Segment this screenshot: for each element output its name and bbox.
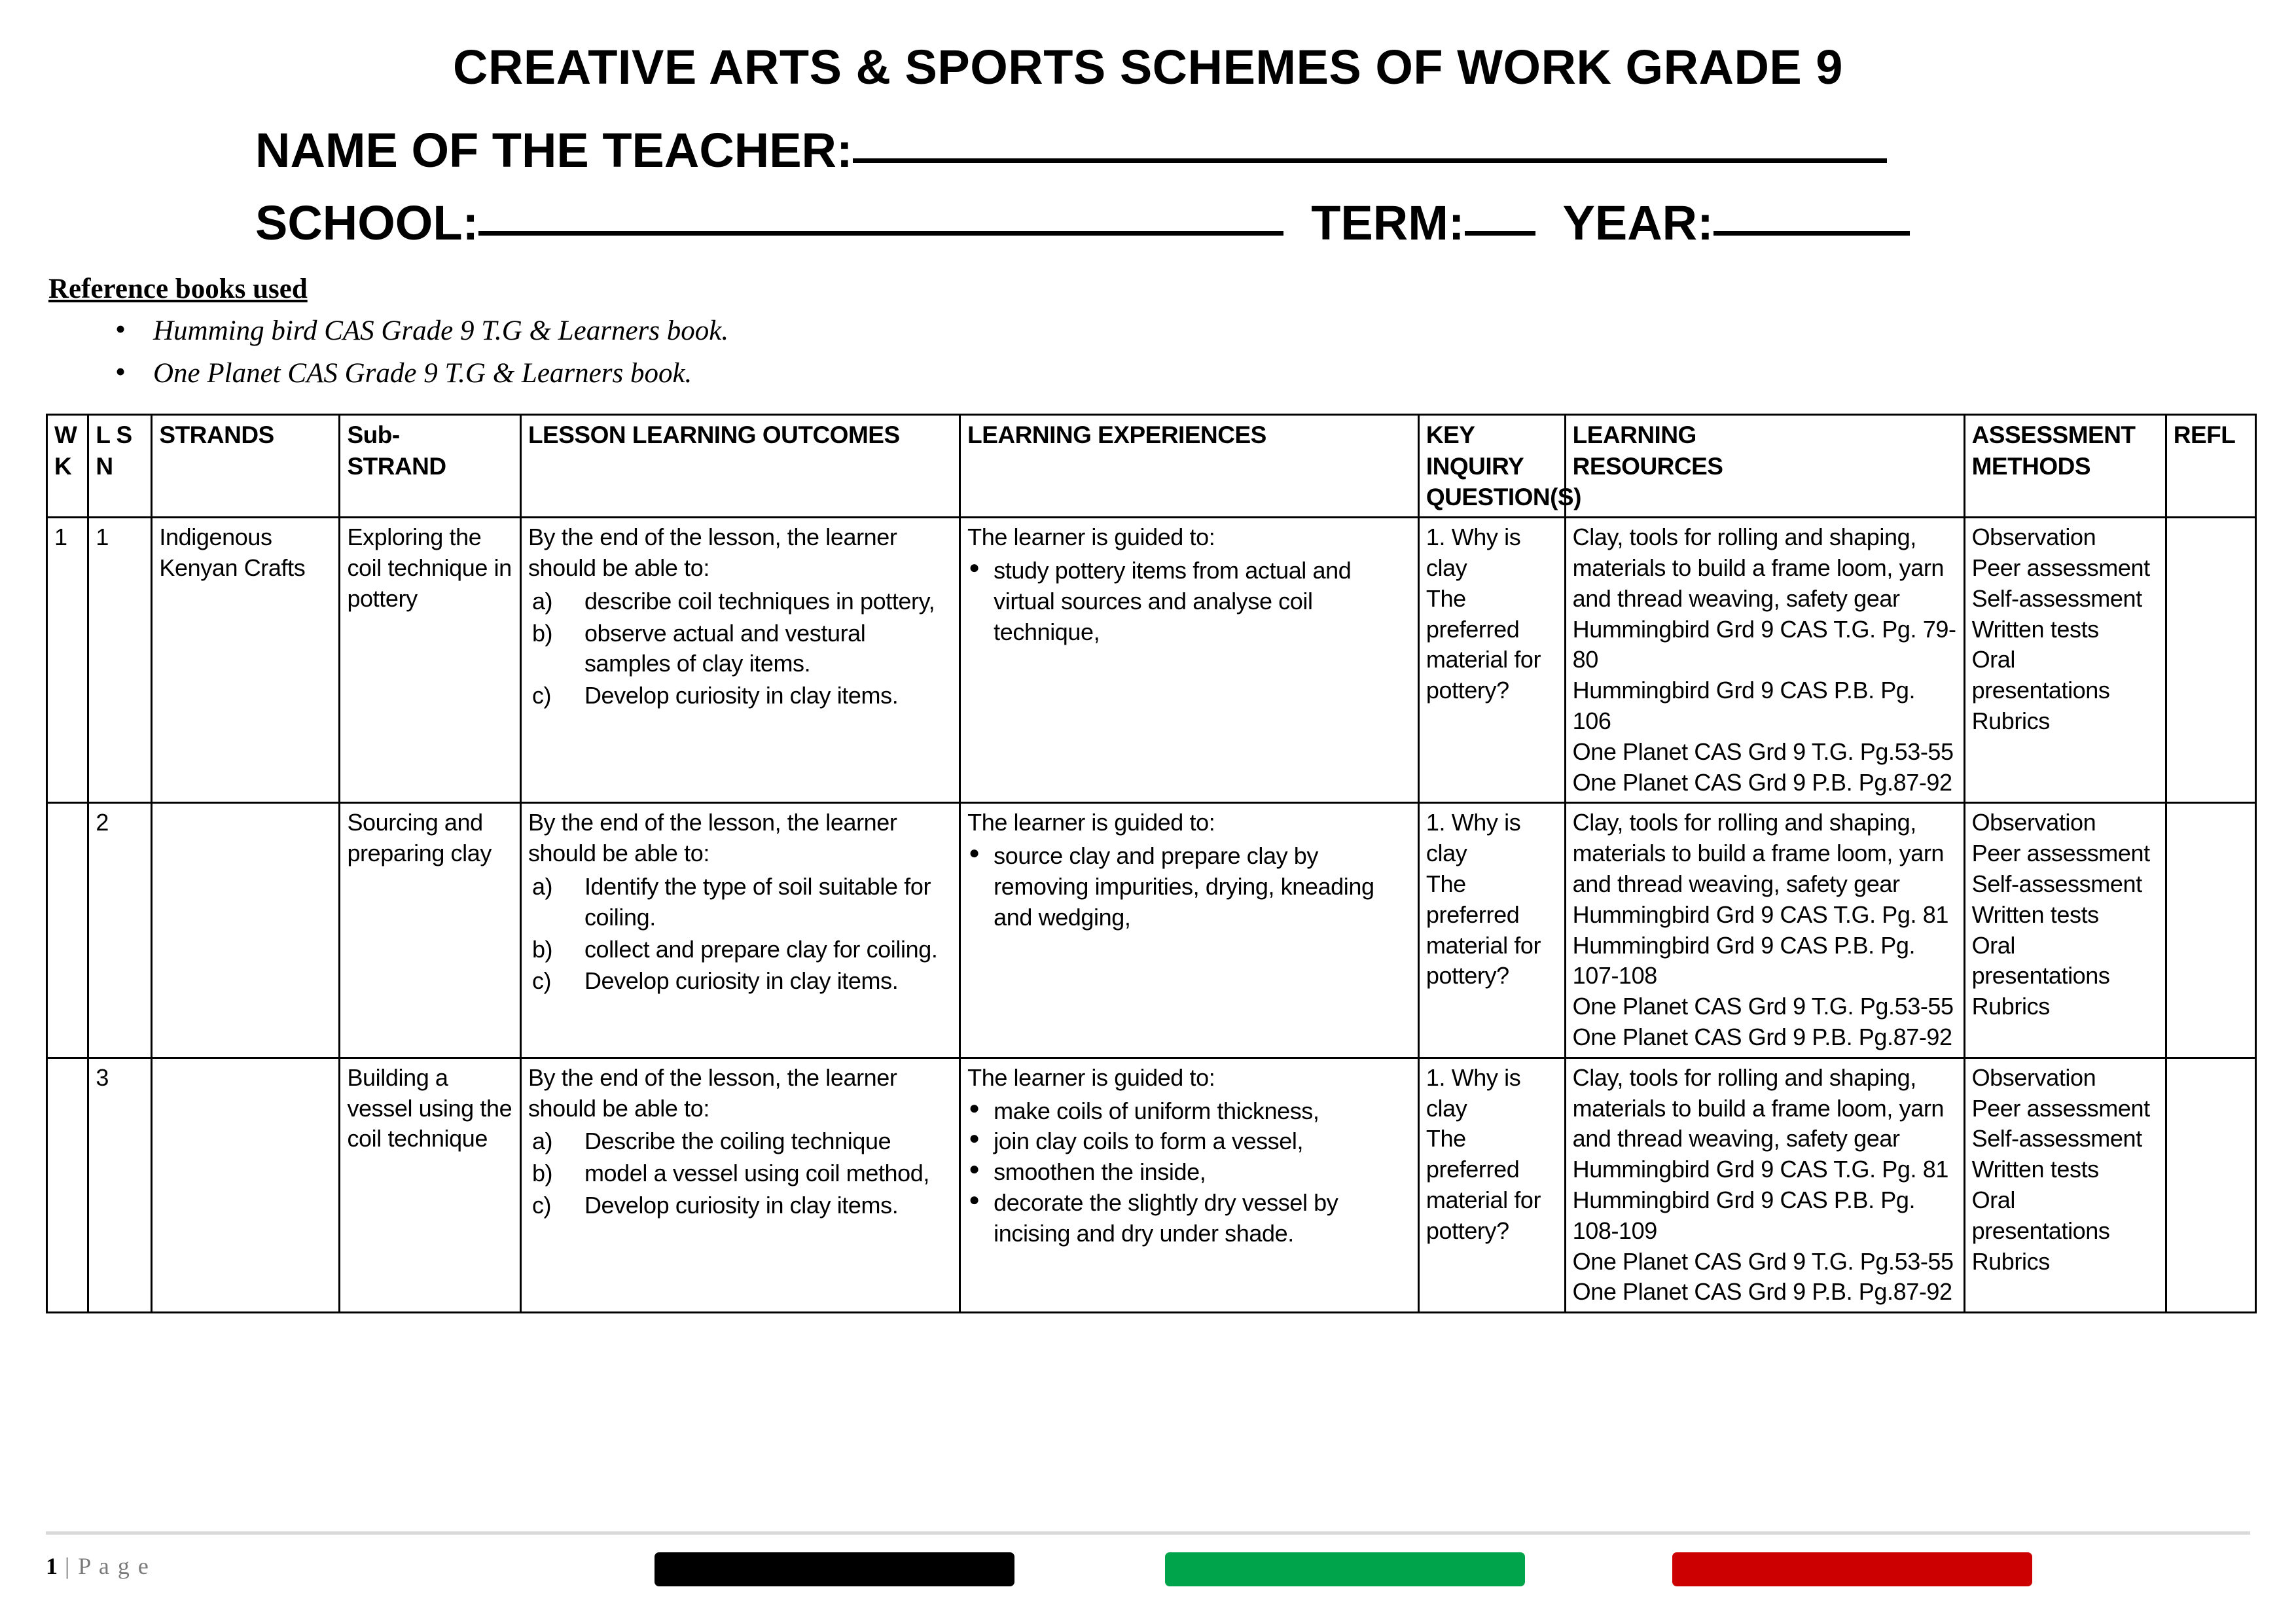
teacher-input-blank[interactable] [853, 127, 1887, 163]
llo-item-marker: a) [531, 1128, 553, 1155]
list-item: • One Planet CAS Grade 9 T.G & Learners book. [115, 359, 2296, 402]
cell-learning-experiences [960, 803, 1419, 1058]
lr-line: Hummingbird Grd 9 CAS T.G. Pg. 79-80 [1572, 615, 1956, 673]
llo-item: b) observe actual and vestural samples of clay items. [531, 619, 866, 677]
llo-items [528, 1126, 954, 1221]
am-line: Oral [1971, 931, 2015, 959]
kiq-line: pottery? [1426, 1217, 1509, 1244]
column-header-refl [2166, 415, 2255, 518]
table-row [47, 803, 2256, 1058]
kiq-line: The [1426, 870, 1466, 897]
cell-reflection [2166, 1058, 2255, 1312]
strand-value: Indigenous Kenyan Crafts [159, 524, 306, 582]
le-lead: The learner is guided to: [967, 524, 1215, 551]
flag-bar-black [655, 1552, 1014, 1586]
llo-item: b) model a vessel using coil method, [528, 1158, 954, 1189]
cell-week [47, 1058, 88, 1312]
le-items [967, 1096, 1412, 1249]
lr-line: One Planet CAS Grd 9 T.G. Pg.53-55 [1572, 738, 1954, 765]
llo-lead: By the end of the lesson, the learner should be able to: [528, 524, 897, 582]
column-header-strands [152, 415, 340, 518]
kiq-line: 1. Why is clay [1426, 524, 1521, 582]
column-header-am-line2: METHODS [1971, 452, 2091, 480]
lr-line: Hummingbird Grd 9 CAS P.B. Pg. 108-109 [1572, 1186, 1916, 1244]
am-line: Peer assessment [1971, 840, 2150, 867]
lr-line: Hummingbird Grd 9 CAS P.B. Pg. 106 [1572, 677, 1916, 734]
footer-divider [46, 1531, 2250, 1535]
list-item: • Humming bird CAS Grade 9 T.G & Learners book. [115, 317, 2296, 359]
cell-learning-resources [1565, 1058, 1964, 1312]
year-label: YEAR: [1562, 196, 1713, 251]
llo-item-marker: a) [531, 587, 553, 615]
column-header-learning-resources [1565, 415, 1964, 518]
am-line: Oral [1971, 1186, 2015, 1213]
am-line: presentations [1971, 962, 2110, 990]
week-value: 1 [54, 524, 67, 551]
am-lines [1972, 808, 2160, 1022]
term-input-blank[interactable] [1465, 200, 1535, 236]
am-line: Written tests [1971, 901, 2099, 928]
cell-key-inquiry-questions [1418, 518, 1565, 803]
column-header-sub-strand [340, 415, 521, 518]
table-body [47, 518, 2256, 1313]
llo-item-marker: c) [531, 682, 552, 709]
kiq-lines [1426, 1063, 1559, 1247]
le-item: ● make coils of uniform thickness, [967, 1096, 1412, 1127]
cell-key-inquiry-questions [1418, 1058, 1565, 1312]
kiq-line: preferred [1426, 901, 1520, 928]
column-header-kiq-line2: QUESTION(S) [1426, 483, 1581, 510]
cell-lesson-learning-outcomes [520, 1058, 960, 1312]
llo-item: a) describe coil techniques in pottery, [528, 586, 954, 617]
cell-strand [152, 1058, 340, 1312]
am-line: presentations [1971, 1217, 2110, 1244]
kiq-line: material for [1426, 646, 1541, 673]
cell-assessment-methods [1964, 803, 2166, 1058]
llo-item: a) Describe the coiling technique [528, 1126, 954, 1157]
llo-item-marker: a) [531, 872, 553, 900]
cell-lesson-number [88, 1058, 152, 1312]
cell-week [47, 518, 88, 803]
am-line: Self-assessment [1971, 1125, 2142, 1152]
lr-line: Hummingbird Grd 9 CAS T.G. Pg. 81 [1572, 1156, 1948, 1183]
le-item: ● join clay coils to form a vessel, [967, 1126, 1412, 1157]
column-header-wk-line1: W [54, 421, 77, 449]
llo-item: a) Identify the type of soil suitable for coiling. [531, 872, 931, 931]
column-header-sub-strand-line2: STRAND [347, 452, 446, 480]
flag-bar-red [1672, 1552, 2032, 1586]
am-line: Observation [1971, 1063, 2096, 1091]
teacher-label: NAME OF THE TEACHER: [255, 123, 853, 178]
le-item: ● decorate the slightly dry vessel by incising and dry under shade. [967, 1188, 1412, 1249]
cell-strand [152, 518, 340, 803]
lr-line: One Planet CAS Grd 9 P.B. Pg.87-92 [1572, 1278, 1952, 1306]
sub-strand-value: Sourcing and preparing clay [347, 809, 492, 867]
lr-line: One Planet CAS Grd 9 T.G. Pg.53-55 [1572, 993, 1954, 1020]
table-header-row [47, 415, 2256, 518]
am-line: Rubrics [1971, 1247, 2050, 1275]
cell-reflection [2166, 518, 2255, 803]
lr-lines [1573, 1063, 1958, 1308]
am-line: presentations [1971, 677, 2110, 704]
le-lead: The learner is guided to: [967, 1063, 1215, 1091]
llo-item-marker: c) [531, 1191, 552, 1219]
column-header-strands-line1: STRANDS [159, 421, 274, 449]
llo-item: c) Develop curiosity in clay items. [528, 681, 954, 711]
flag-bar-green [1165, 1552, 1525, 1586]
page-title: CREATIVE ARTS & SPORTS SCHEMES OF WORK GRADE 9 [453, 40, 1843, 94]
column-header-wk-line2: K [54, 452, 72, 480]
column-header-am-line1: ASSESSMENT [1971, 421, 2136, 449]
llo-items [528, 872, 954, 997]
llo-item-marker: b) [531, 935, 553, 963]
school-label: SCHOOL: [255, 196, 479, 251]
kiq-line: preferred [1426, 1156, 1520, 1183]
teacher-field-row [0, 94, 2296, 178]
column-header-assessment-methods [1964, 415, 2166, 518]
table-row [47, 1058, 2256, 1312]
llo-item-marker: c) [531, 967, 552, 995]
kiq-line: 1. Why is clay [1426, 1063, 1521, 1122]
am-line: Observation [1971, 809, 2096, 836]
reference-books-heading: Reference books used [48, 274, 308, 305]
column-header-lsn [88, 415, 152, 518]
am-line: Rubrics [1971, 707, 2050, 734]
cell-reflection [2166, 803, 2255, 1058]
le-lead: The learner is guided to: [967, 809, 1215, 836]
lesson-number-value: 2 [96, 809, 109, 836]
cell-lesson-number [88, 803, 152, 1058]
am-lines [1972, 522, 2160, 737]
sub-strand-value: Exploring the coil technique in pottery [347, 524, 512, 612]
term-label: TERM: [1311, 196, 1465, 251]
kiq-line: The [1426, 1125, 1466, 1152]
kiq-line: preferred [1426, 615, 1520, 643]
column-header-lsn-line1: L S [96, 421, 132, 449]
cell-sub-strand [340, 1058, 521, 1312]
column-header-learning-experiences [960, 415, 1419, 518]
column-header-lesson-learning-outcomes [520, 415, 960, 518]
cell-lesson-learning-outcomes [520, 803, 960, 1058]
page-number-indicator [46, 1552, 150, 1580]
am-line: Peer assessment [1971, 1094, 2150, 1122]
llo-item: c) Develop curiosity in clay items. [528, 966, 954, 997]
cell-learning-experiences [960, 518, 1419, 803]
llo-item: c) Develop curiosity in clay items. [528, 1190, 954, 1221]
cell-key-inquiry-questions [1418, 803, 1565, 1058]
lr-line: One Planet CAS Grd 9 P.B. Pg.87-92 [1572, 768, 1952, 796]
lr-line: Hummingbird Grd 9 CAS T.G. Pg. 81 [1572, 901, 1948, 928]
cell-strand [152, 803, 340, 1058]
page-number-value: 1 [46, 1553, 58, 1579]
am-line: Rubrics [1971, 993, 2050, 1020]
llo-item-marker: b) [531, 619, 553, 647]
cell-learning-resources [1565, 803, 1964, 1058]
le-item: ● smoothen the inside, [967, 1157, 1412, 1188]
kiq-line: material for [1426, 1186, 1541, 1213]
schemes-of-work-table [46, 414, 2257, 1313]
am-line: Written tests [1971, 1156, 2099, 1183]
am-line: Written tests [1971, 615, 2099, 643]
lr-line: Clay, tools for rolling and shaping, materials to build a frame loom, yarn and thread weaving, safety gear [1572, 524, 1945, 612]
column-header-sub-strand-line1: Sub- [347, 421, 400, 449]
am-lines [1972, 1063, 2160, 1277]
kiq-line: The [1426, 584, 1466, 612]
lr-line: One Planet CAS Grd 9 P.B. Pg.87-92 [1572, 1023, 1952, 1050]
reference-books-list [0, 305, 2296, 402]
column-header-key-inquiry-questions [1418, 415, 1581, 518]
school-term-year-field-row [0, 178, 2296, 251]
column-header-lr-line1: LEARNING [1572, 421, 1696, 449]
lesson-number-value: 1 [96, 524, 109, 551]
kiq-line: pottery? [1426, 677, 1509, 704]
kiq-line: 1. Why is clay [1426, 809, 1521, 867]
lesson-number-value: 3 [96, 1063, 109, 1091]
column-header-le-line1: LEARNING EXPERIENCES [967, 421, 1266, 449]
lr-line: One Planet CAS Grd 9 T.G. Pg.53-55 [1572, 1247, 1954, 1275]
lr-line: Hummingbird Grd 9 CAS P.B. Pg. 107-108 [1572, 931, 1916, 990]
page-number-word: P a g e [78, 1553, 150, 1579]
lr-lines [1573, 808, 1958, 1052]
cell-learning-resources [1565, 518, 1964, 803]
llo-lead: By the end of the lesson, the learner should be able to: [528, 1063, 897, 1122]
column-header-llo-line1: LESSON LEARNING OUTCOMES [528, 421, 900, 449]
le-items [967, 841, 1412, 933]
cell-sub-strand [340, 518, 521, 803]
cell-week [47, 803, 88, 1058]
column-header-kiq-line1: KEY INQUIRY [1426, 421, 1524, 480]
lr-lines [1573, 522, 1958, 798]
kiq-line: pottery? [1426, 962, 1509, 990]
column-header-refl-line1: REFL [2173, 421, 2236, 449]
am-line: Peer assessment [1971, 554, 2150, 582]
le-item: ● source clay and prepare clay by removing impurities, drying, kneading and wedging, [967, 841, 1412, 933]
lr-line: Clay, tools for rolling and shaping, materials to build a frame loom, yarn and thread weaving, safety gear [1572, 809, 1945, 897]
kiq-lines [1426, 808, 1559, 991]
cell-sub-strand [340, 803, 521, 1058]
sub-strand-value: Building a vessel using the coil technique [347, 1063, 512, 1152]
le-items [967, 556, 1412, 647]
kiq-line: material for [1426, 931, 1541, 959]
llo-lead: By the end of the lesson, the learner should be able to: [528, 809, 897, 867]
am-line: Self-assessment [1971, 584, 2142, 612]
cell-lesson-number [88, 518, 152, 803]
table-row [47, 518, 2256, 803]
llo-item: b) collect and prepare clay for coiling. [528, 935, 954, 965]
cell-assessment-methods [1964, 518, 2166, 803]
le-item: ● study pottery items from actual and virtual sources and analyse coil technique, [967, 556, 1412, 647]
page-footer [0, 1525, 2296, 1623]
cell-lesson-learning-outcomes [520, 518, 960, 803]
year-input-blank[interactable] [1713, 200, 1910, 236]
am-line: Self-assessment [1971, 870, 2142, 897]
cell-assessment-methods [1964, 1058, 2166, 1312]
column-header-lsn-line2: N [96, 452, 113, 480]
am-line: Oral [1971, 646, 2015, 673]
cell-learning-experiences [960, 1058, 1419, 1312]
lr-line: Clay, tools for rolling and shaping, materials to build a frame loom, yarn and thread weaving, safety gear [1572, 1063, 1945, 1152]
column-header-wk [47, 415, 88, 518]
am-line: Observation [1971, 524, 2096, 551]
school-input-blank[interactable] [478, 200, 1283, 236]
column-header-lr-line2: RESOURCES [1572, 452, 1723, 480]
page-number-separator: | [65, 1553, 71, 1579]
llo-item-marker: b) [531, 1160, 553, 1187]
kiq-lines [1426, 522, 1559, 706]
llo-items [528, 586, 954, 711]
